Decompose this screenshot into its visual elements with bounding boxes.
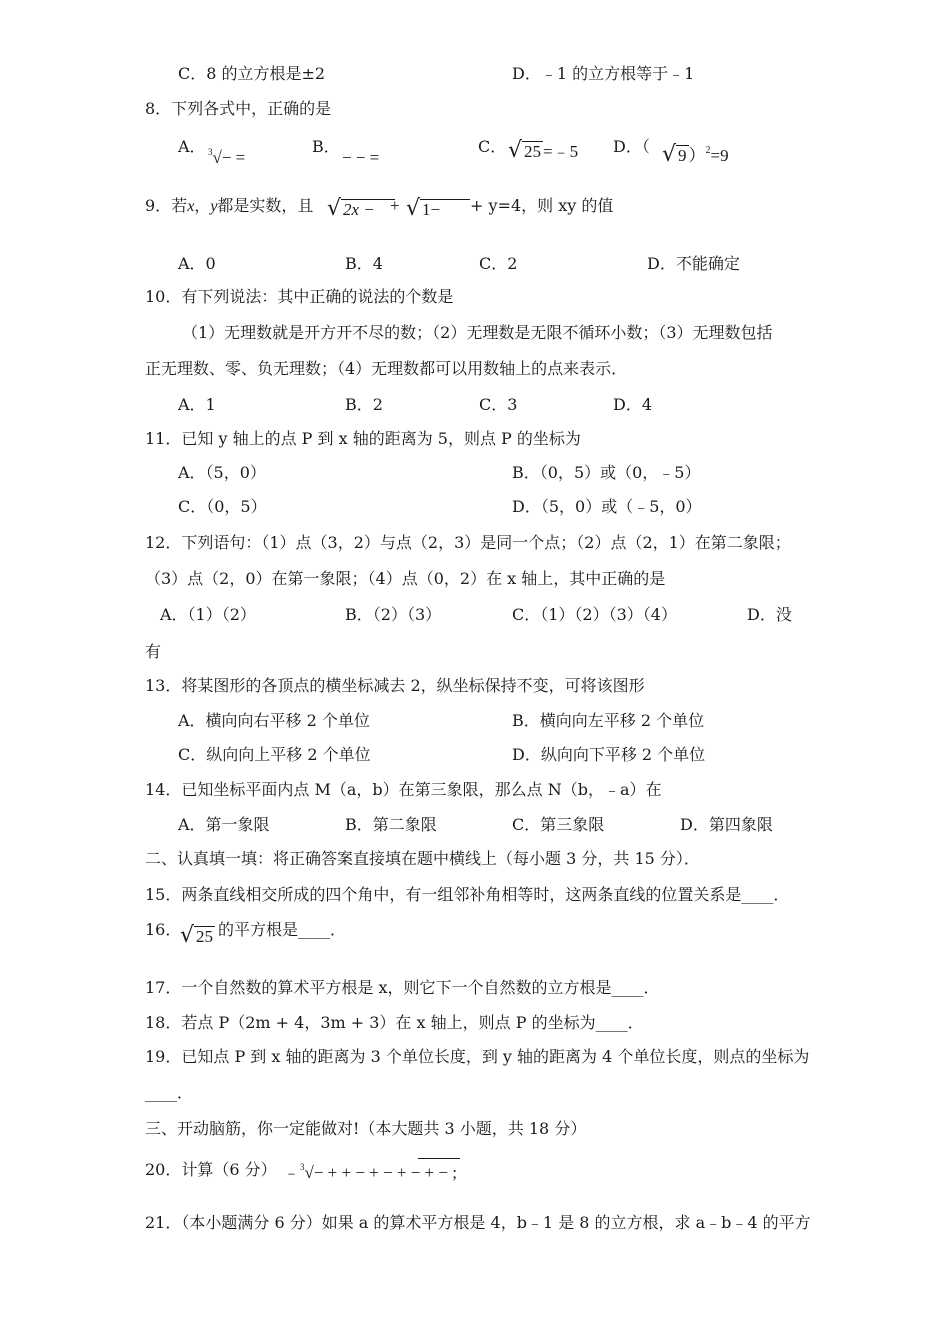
q11-stem: 11．已知 y 轴上的点 P 到 x 轴的距离为 5，则点 P 的坐标为 [145, 429, 581, 448]
q10-stem: 10．有下列说法：其中正确的说法的个数是 [145, 287, 454, 306]
q12-line-2: （3）点（2，0）在第一象限；（4）点（0，2）在 x 轴上，其中正确的是 [145, 569, 666, 588]
q8-stem: 8．下列各式中，正确的是 [145, 99, 332, 118]
q12-option-d: D．没 [747, 605, 792, 624]
q20-radical-bar [418, 1158, 460, 1159]
q19-line-2: ____． [145, 1083, 194, 1102]
q7-option-d: D．﹣1 的立方根等于﹣1 [512, 64, 695, 83]
q16-radicand: 25 [196, 927, 214, 946]
q17: 17．一个自然数的算术平方根是 x，则它下一个自然数的立方根是____． [145, 978, 660, 997]
q12-option-d-cont: 有 [145, 642, 162, 661]
q20-label: 20．计算（6 分） [145, 1160, 277, 1179]
sqrt-icon: √ [327, 196, 342, 221]
q16-label: 16． [145, 920, 182, 939]
q11-option-c: C．（0，5） [178, 497, 267, 516]
q14-stem: 14．已知坐标平面内点 M（a，b）在第三象限，那么点 N（b，﹣a）在 [145, 780, 662, 799]
q15: 15．两条直线相交所成的四个角中，有一组邻补角相等时，这两条直线的位置关系是____． [145, 885, 790, 904]
q9-stem [145, 196, 313, 217]
q8-option-d-expr [662, 141, 729, 166]
q9-option-c: C．2 [479, 254, 518, 273]
q12-option-b: B．（2）（3） [345, 605, 442, 624]
q20-formula: √− + + − + − + − + − ; [304, 1163, 457, 1182]
q9-radical-2 [406, 196, 470, 221]
q9-stem-a: 9．若 [145, 196, 188, 215]
q8-option-c-expr [508, 138, 579, 163]
q14-option-c: C．第三象限 [512, 815, 605, 834]
q9-var-y: y [210, 198, 218, 215]
q8-option-d-result: =9 [710, 146, 729, 165]
q8-option-a-index: 3 [208, 147, 213, 157]
q8-option-d-paren: ） [688, 146, 706, 165]
q9-stem-c: + y=4，则 xy 的值 [470, 196, 614, 215]
sqrt-icon: √ [508, 138, 523, 163]
q13-stem: 13．将某图形的各顶点的横坐标减去 2，纵坐标保持不变，可将该图形 [145, 676, 645, 695]
q8-option-c-radicand: 25 [524, 142, 542, 161]
q10-option-c: C．3 [479, 395, 518, 414]
q10-line-2: 正无理数、零、负无理数；（4）无理数都可以用数轴上的点来表示． [145, 359, 628, 378]
q7-option-c: C．8 的立方根是±2 [178, 64, 326, 83]
q20-index: 3 [300, 1162, 305, 1172]
q20-lead: ﹣ [283, 1163, 300, 1182]
q10-option-b: B．2 [345, 395, 383, 414]
q12-option-a: A．（1）（2） [160, 605, 256, 624]
q10-option-d: D．4 [613, 395, 653, 414]
q8-option-b-label: B． [312, 137, 340, 156]
section-2-heading: 二、认真填一填：将正确答案直接填在题中横线上（每小题 3 分，共 15 分）． [145, 849, 700, 868]
q20-expression [283, 1163, 457, 1185]
sqrt-icon: √ [180, 923, 195, 948]
q14-option-d: D．第四象限 [680, 815, 773, 834]
q21: 21．（本小题满分 6 分）如果 a 的算术平方根是 4，b﹣1 是 8 的立方根，求 a﹣b﹣4 的平方 [145, 1213, 811, 1232]
q11-option-a: A．（5，0） [178, 463, 266, 482]
q9-var-x: x [187, 198, 195, 215]
q14-option-a: A．第一象限 [178, 815, 270, 834]
q13-option-c: C．纵向向上平移 2 个单位 [178, 745, 371, 764]
q11-option-d: D．（5，0）或（﹣5，0） [512, 497, 702, 516]
q14-option-b: B．第二象限 [345, 815, 437, 834]
q9-option-a: A．0 [178, 254, 216, 273]
q18: 18．若点 P（2m + 4，3m + 3）在 x 轴上，则点 P 的坐标为____． [145, 1013, 644, 1032]
q12-line-1: 12．下列语句：（1）点（3，2）与点（2，3）是同一个点；（2）点（2，1）在第二象限； [145, 533, 791, 552]
q9-radicand-1: 2x − [341, 199, 395, 219]
sqrt-icon: √ [406, 196, 421, 221]
q9-option-b: B．4 [345, 254, 383, 273]
q9-radicand-2: 1− [420, 199, 470, 219]
q13-option-a: A．横向向右平移 2 个单位 [178, 711, 370, 730]
q8-option-c-tail: =﹣5 [543, 142, 579, 161]
q9-stem-b: 都是实数，且 [217, 196, 314, 215]
q10-line-1: （1）无理数就是开方开不尽的数；（2）无理数是无限不循环小数；（3）无理数包括 [182, 323, 773, 342]
section-3-heading: 三、开动脑筋，你一定能做对!（本大题共 3 小题，共 18 分） [145, 1119, 587, 1138]
q8-option-d-exponent: 2 [705, 145, 711, 156]
q8-option-d-radicand: 9 [678, 146, 687, 165]
q16-radical [180, 923, 215, 948]
q9-radical-1 [327, 196, 395, 221]
sqrt-icon: √ [662, 142, 677, 167]
q10-option-a: A．1 [178, 395, 216, 414]
q12-option-c: C．（1）（2）（3）（4） [512, 605, 677, 624]
q9-comma: ， [194, 196, 211, 215]
q9-plus: + [390, 196, 400, 215]
q13-option-d: D．纵向向下平移 2 个单位 [512, 745, 706, 764]
q19-line-1: 19．已知点 P 到 x 轴的距离为 3 个单位长度，到 y 轴的距离为 4 个单位长度，则点的坐标为 [145, 1047, 810, 1066]
q8-option-d-label: D．（ [613, 137, 650, 156]
q8-option-a-expr [208, 148, 245, 170]
q8-option-b-expr: − − = [342, 148, 380, 167]
q11-option-b: B．（0，5）或（0，﹣5） [512, 463, 701, 482]
q8-option-a-label: A． [178, 137, 206, 156]
q8-option-a-formula: √− = [212, 148, 246, 167]
q9-option-d: D．不能确定 [647, 254, 740, 273]
q16-tail: 的平方根是____． [218, 920, 347, 939]
q8-option-c-label: C． [478, 137, 507, 156]
q13-option-b: B．横向向左平移 2 个单位 [512, 711, 705, 730]
